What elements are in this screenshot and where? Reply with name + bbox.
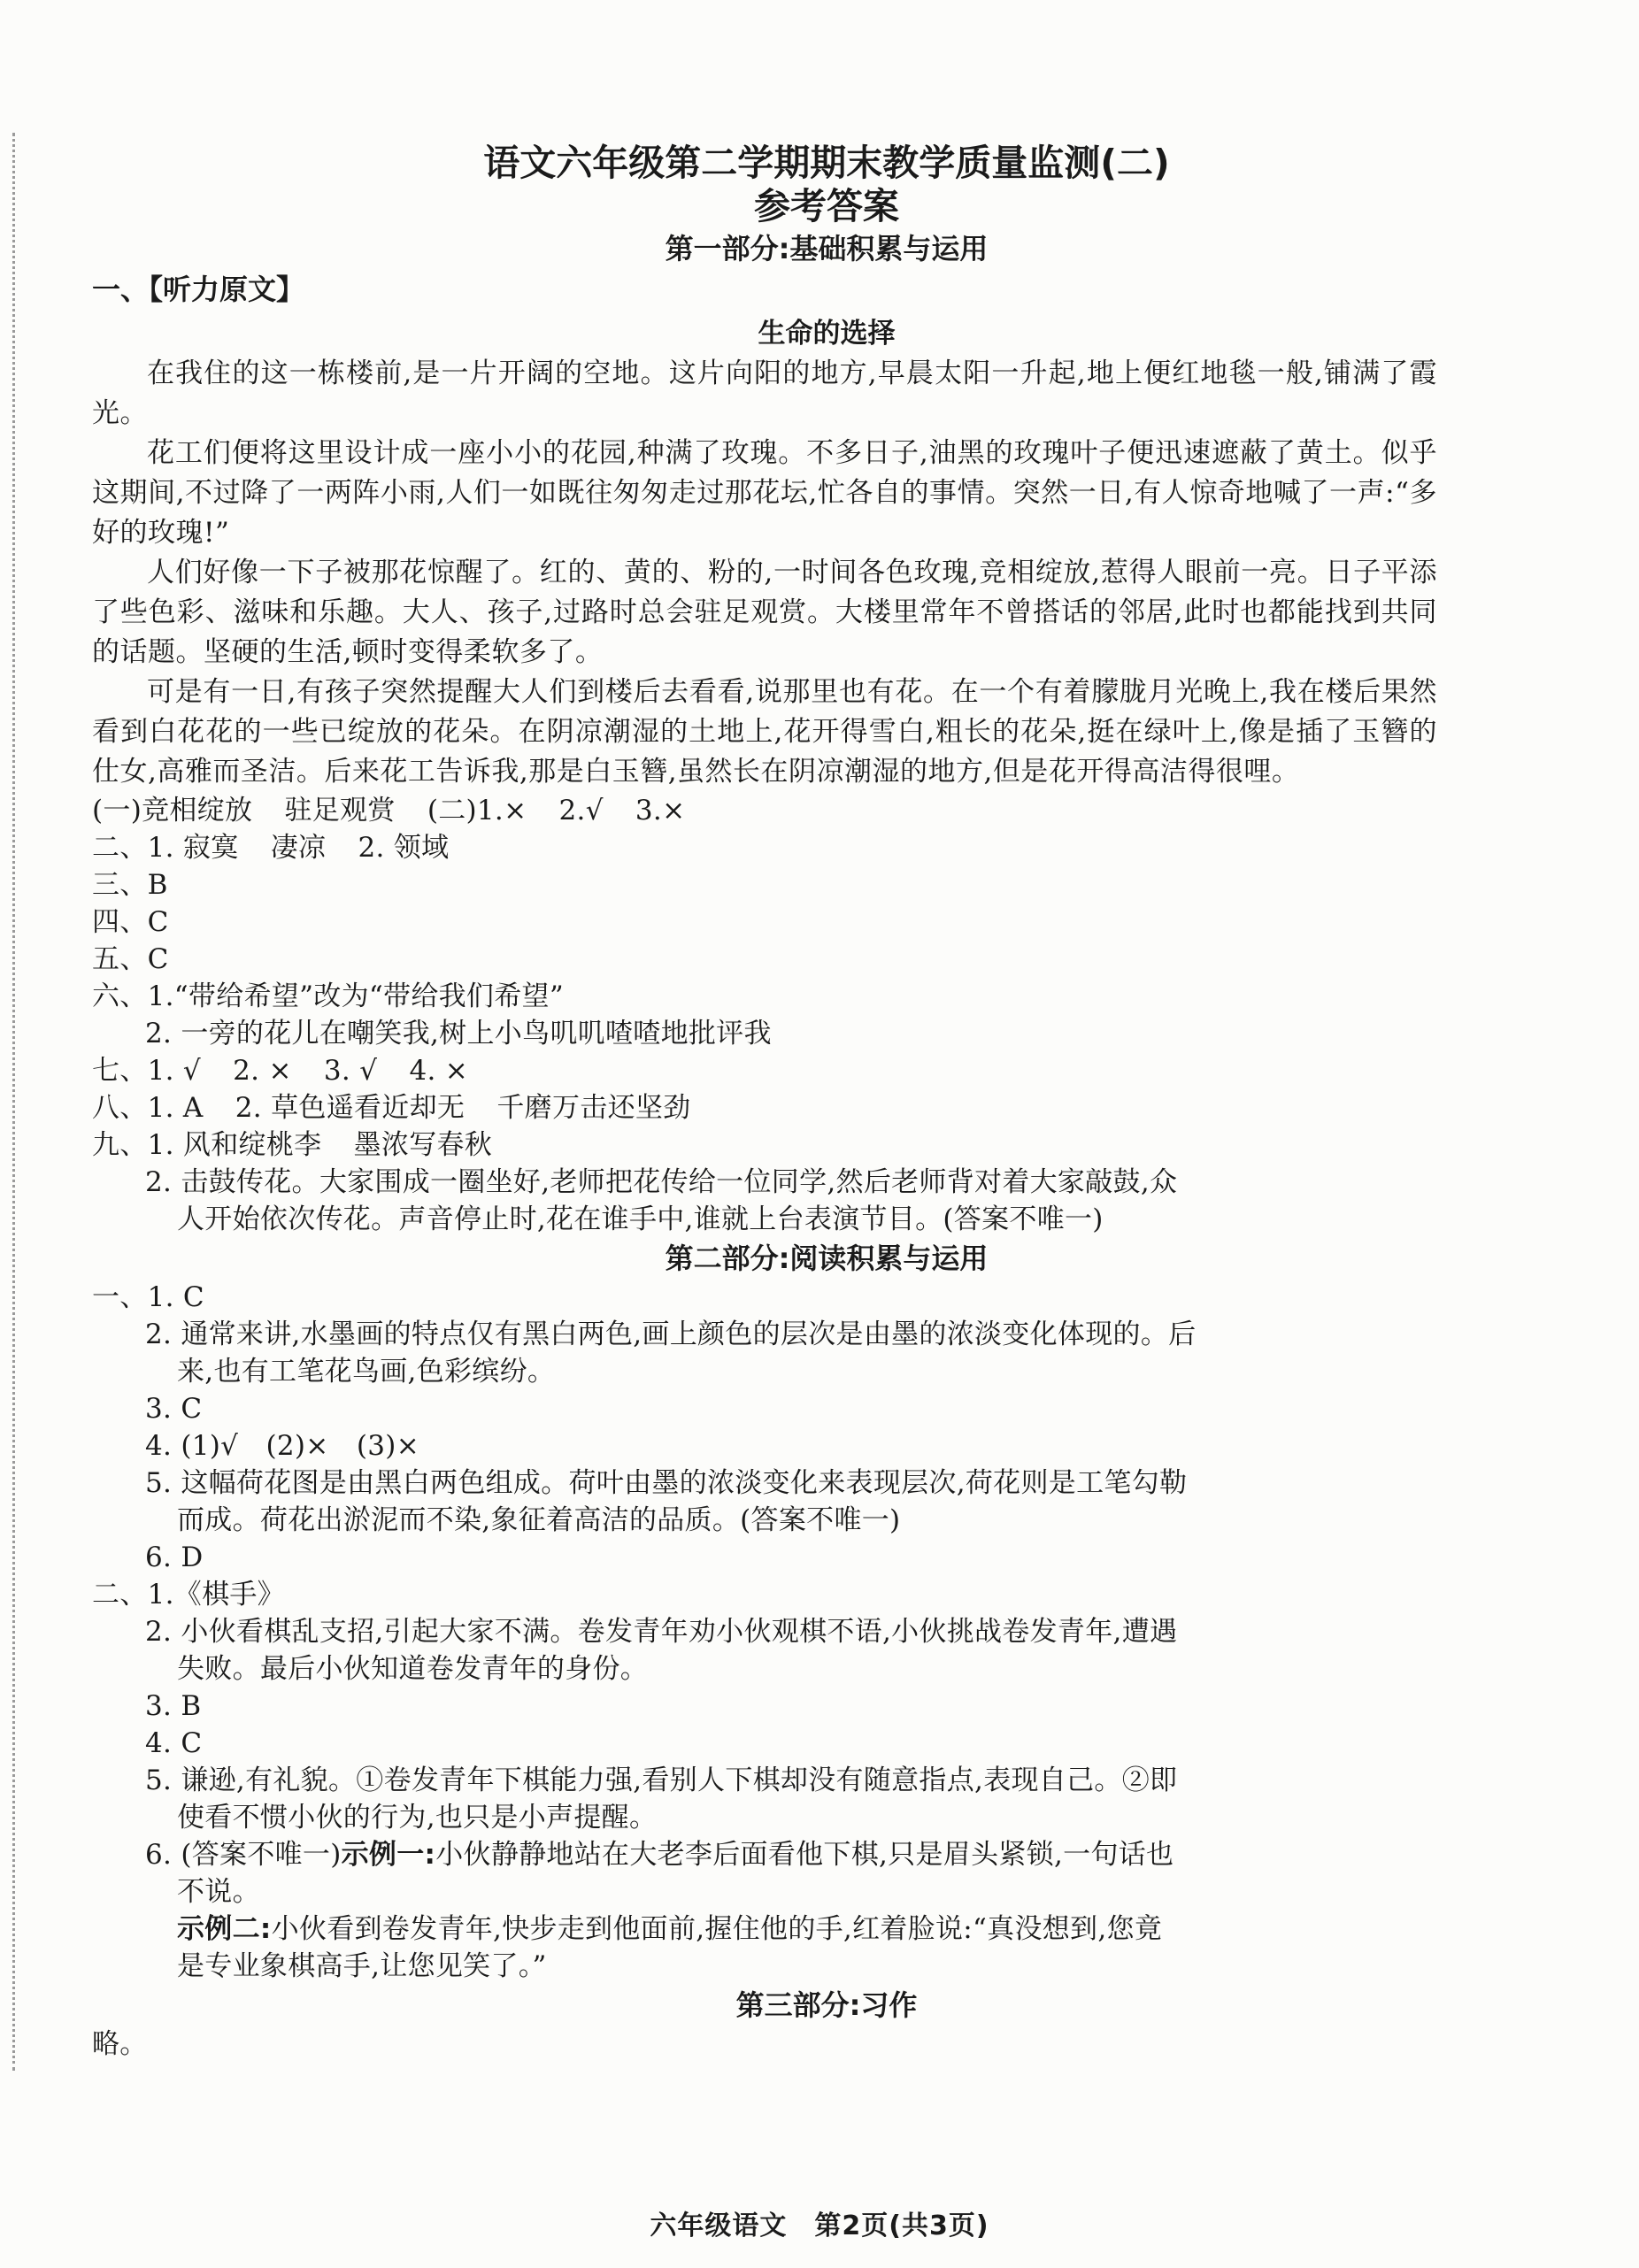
part1-heading: 第一部分:基础积累与运用 (665, 232, 989, 265)
answer-line: 4. (1)√ (2)× (3)× (145, 1430, 419, 1462)
answer-text: 2. 领域 (358, 832, 450, 864)
answer-text: (二)1.× (427, 795, 527, 826)
answer-line (92, 1201, 1437, 1238)
answer-line: 6. D (145, 1541, 204, 1573)
answer-line (92, 1015, 1437, 1052)
story-title: 生命的选择 (758, 318, 896, 350)
answer-text: 2. × (233, 1055, 292, 1087)
page-footer: 六年级语文 第2页(共3页) (650, 2210, 989, 2241)
answer-text: 2. 草色遥看近却无 (235, 1092, 466, 1124)
answer-line: 2. 小伙看棋乱支招,引起大家不满。卷发青年劝小伙观棋不语,小伙挑战卷发青年,遭遇 (145, 1616, 1178, 1648)
part3-content: 略。 (92, 2028, 148, 2060)
answer-line: 2. 通常来讲,水墨画的特点仅有黑白两色,画上颜色的层次是由墨的浓淡变化体现的。后 (145, 1319, 1197, 1350)
answer-line (92, 829, 1437, 866)
answer-text: 凄凉 (270, 832, 327, 864)
answer-text: 人开始依次传花。声音停止时,花在谁手中,谁就上台表演节目。(答案不唯一) (177, 1203, 1104, 1235)
story-paragraph: 人们好像一下子被那花惊醒了。红的、黄的、粉的,一时间各色玫瑰,竞相绽放,惹得人眼前一亮。日子平添了些色彩、滋味和乐趣。大人、孩子,过路时总会驻足观赏。大楼里常年不曾搭话的邻居,此时也都能找到共同的话题。坚硬的生活,顿时变得柔软多了。 (92, 557, 1437, 668)
answer-text: 驻足观赏 (284, 795, 396, 826)
example-label: 示例二: (177, 1913, 272, 1945)
answer-text: 3. √ (323, 1055, 378, 1087)
answer-line: 5. 谦逊,有礼貌。①卷发青年下棋能力强,看别人下棋却没有随意指点,表现自己。②即 (145, 1764, 1178, 1796)
answer-line: 一、1. C (92, 1281, 204, 1313)
part2-heading: 第二部分:阅读积累与运用 (665, 1242, 989, 1275)
answer-line: 是专业象棋高手,让您见笑了。” (177, 1950, 547, 1982)
answer-text: 三、B (92, 869, 168, 901)
answer-line: 二、1.《棋手》 (92, 1579, 285, 1611)
answer-line (92, 1164, 1437, 1201)
answer-text: 八、1. A (92, 1092, 204, 1124)
answer-text: 六、1.“带给希望”改为“带给我们希望” (92, 980, 564, 1012)
answer-text: 小伙静静地站在大老李后面看他下棋,只是眉头紧锁,一句话也 (435, 1839, 1174, 1871)
answer-line (92, 1089, 1437, 1126)
answer-text: 四、C (92, 906, 169, 938)
part3-heading: 第三部分:习作 (735, 1988, 918, 2022)
binding-dotted-line (12, 133, 15, 2071)
answer-text: (一)竞相绽放 (92, 795, 253, 826)
answer-line: 失败。最后小伙知道卷发青年的身份。 (177, 1653, 649, 1685)
answer-line: 4. C (145, 1727, 203, 1759)
answer-text: 墨浓写春秋 (353, 1129, 493, 1161)
answer-line (92, 866, 1437, 903)
answer-line: 而成。荷花出淤泥而不染,象征着高洁的品质。(答案不唯一) (177, 1504, 901, 1536)
story-paragraph: 花工们便将这里设计成一座小小的花园,种满了玫瑰。不多日子,油黑的玫瑰叶子便迅速遮蔽了黄土。似乎这期间,不过降了一两阵小雨,人们一如既往匆匆走过那花坛,忙各自的事情。突然一日,有人惊奇地喊了一声:“多好的玫瑰!” (92, 437, 1437, 549)
answer-text: 6. (答案不唯一) (145, 1839, 342, 1871)
answer-line (92, 1911, 1437, 1948)
answer-line (92, 941, 1437, 978)
answer-line: 来,也有工笔花鸟画,色彩缤纷。 (177, 1356, 556, 1388)
listening-label: 一、【听力原文】 (92, 273, 305, 306)
answer-line: 3. C (145, 1393, 203, 1425)
answer-line (92, 1836, 1437, 1873)
answer-text: 3.× (635, 795, 686, 826)
answer-text: 二、1. 寂寞 (92, 832, 239, 864)
answer-text: 九、1. 风和绽桃李 (92, 1129, 322, 1161)
example-label: 示例一: (341, 1839, 436, 1871)
answer-line (92, 1052, 1437, 1089)
answer-text: 2. 一旁的花儿在嘲笑我,树上小鸟叽叽喳喳地批评我 (145, 1018, 772, 1049)
answer-line (92, 978, 1437, 1015)
answer-line: 5. 这幅荷花图是由黑白两色组成。荷叶由墨的浓淡变化来表现层次,荷花则是工笔勾勒 (145, 1467, 1188, 1499)
answer-text: 五、C (92, 943, 169, 975)
answer-line (92, 792, 1437, 829)
answer-text: 千磨万击还坚劲 (496, 1092, 691, 1124)
answer-text: 2.√ (558, 795, 604, 826)
answer-line: 不说。 (177, 1876, 260, 1908)
document-subtitle: 参考答案 (754, 185, 899, 227)
answer-line (92, 903, 1437, 941)
answer-line: 使看不惯小伙的行为,也只是小声提醒。 (177, 1802, 658, 1834)
answer-line: 3. B (145, 1690, 202, 1722)
document-body (92, 142, 1437, 2063)
document-title: 语文六年级第二学期期末教学质量监测(二) (483, 142, 1170, 184)
answer-text: 2. 击鼓传花。大家围成一圈坐好,老师把花传给一位同学,然后老师背对着大家敲鼓,众 (145, 1166, 1178, 1198)
answer-text: 七、1. √ (92, 1055, 201, 1087)
story-paragraph: 可是有一日,有孩子突然提醒大人们到楼后去看看,说那里也有花。在一个有着朦胧月光晚上,我在楼后果然看到白花花的一些已绽放的花朵。在阴凉潮湿的土地上,花开得雪白,粗长的花朵,挺在绿叶上,像是插了玉簪的仕女,高雅而圣洁。后来花工告诉我,那是白玉簪,虽然长在阴凉潮湿的地方,但是花开得高洁得很哩。 (92, 676, 1437, 788)
answer-text: 小伙看到卷发青年,快步走到他面前,握住他的手,红着脸说:“真没想到,您竟 (271, 1913, 1163, 1945)
answer-line (92, 1126, 1437, 1164)
story-paragraph: 在我住的这一栋楼前,是一片开阔的空地。这片向阳的地方,早晨太阳一升起,地上便红地毯一般,铺满了霞光。 (92, 357, 1437, 429)
answer-text: 4. × (409, 1055, 469, 1087)
